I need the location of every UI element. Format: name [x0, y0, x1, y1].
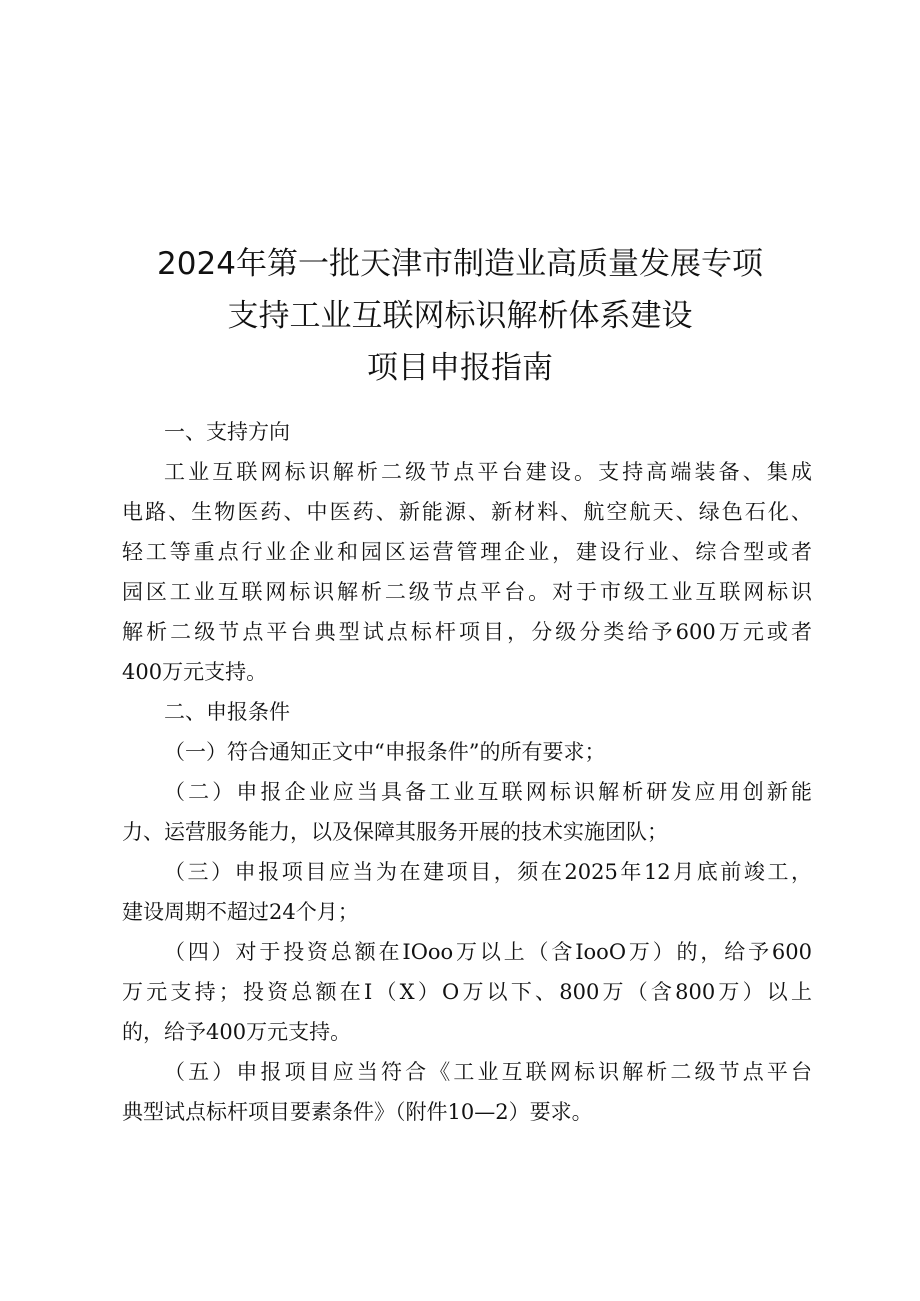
document-body [122, 412, 812, 1132]
body-line: （一）符合通知正文中“申报条件”的所有要求； [164, 740, 606, 764]
body-line: （五）申报项目应当符合《工业互联网标识解析二级节点平台 [164, 1060, 812, 1084]
body-line: 二、申报条件 [164, 700, 290, 724]
title-line-2: 支持工业互联网标识解析体系建设 [227, 298, 693, 334]
body-line: 工业互联网标识解析二级节点平台建设。支持高端装备、集成 [164, 460, 812, 484]
document-title [0, 238, 920, 394]
title-line-1: 2024年第一批天津市制造业高质量发展专项 [157, 246, 763, 282]
body-line: 建设周期不超过24个月； [122, 900, 359, 924]
body-line: 一、支持方向 [164, 420, 290, 444]
body-line: 400万元支持。 [122, 660, 268, 684]
body-line: 万元支持；投资总额在I（X）O万以下、800万（含800万）以上 [122, 980, 812, 1004]
body-line: （二）申报企业应当具备工业互联网标识解析研发应用创新能 [164, 780, 812, 804]
body-line: 园区工业互联网标识解析二级节点平台。对于市级工业互联网标识 [122, 580, 812, 604]
body-line: 电路、生物医药、中医药、新能源、新材料、航空航天、绿色石化、 [122, 500, 812, 524]
body-line: （四）对于投资总额在IOoo万以上（含IooO万）的，给予600 [164, 940, 812, 964]
body-line: 轻工等重点行业企业和园区运营管理企业，建设行业、综合型或者 [122, 540, 812, 564]
body-line: 的，给予400万元支持。 [122, 1020, 352, 1044]
title-line-3: 项目申报指南 [367, 350, 553, 386]
body-line: 力、运营服务能力，以及保障其服务开展的技术实施团队； [122, 820, 668, 844]
body-line: （三）申报项目应当为在建项目，须在2025年12月底前竣工， [164, 860, 812, 884]
body-line: 典型试点标杆项目要素条件》（附件10—2）要求。 [122, 1100, 593, 1124]
body-line: 解析二级节点平台典型试点标杆项目，分级分类给予600万元或者 [122, 620, 812, 644]
